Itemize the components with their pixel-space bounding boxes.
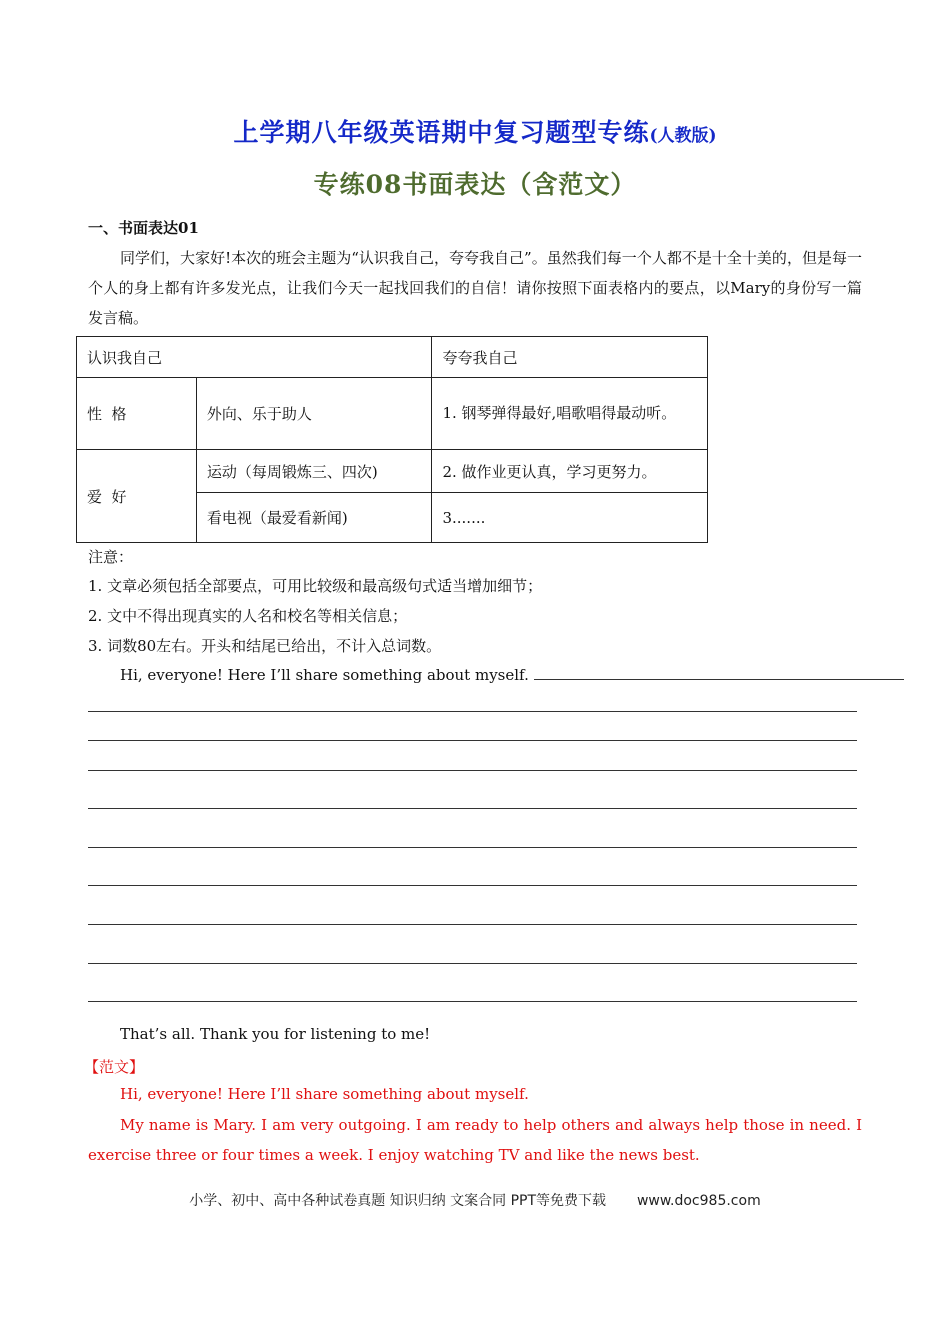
answer-line[interactable] (88, 847, 857, 848)
answer-blank[interactable] (534, 665, 904, 680)
answer-line[interactable] (88, 808, 857, 809)
row-label-personality: 性 格 (77, 378, 197, 450)
row-content-hobby-b: 看电视（最爱看新闻) (196, 493, 432, 543)
row-label-hobby: 爱 好 (77, 450, 197, 543)
page-footer (0, 1190, 950, 1210)
page-title (0, 113, 950, 149)
writing-opening: Hi, everyone! Here I’ll share something about myself. (120, 666, 529, 684)
table-row (77, 450, 708, 493)
row-content-hobby-a: 运动（每周锻炼三、四次) (196, 450, 432, 493)
requirements-table (76, 336, 708, 543)
footer-text: 小学、初中、高中各种试卷真题 知识归纳 文案合同 PPT等免费下载 (189, 1193, 607, 1209)
table-header-left: 认识我自己 (77, 337, 432, 378)
row-content-personality: 外向、乐于助人 (196, 378, 432, 450)
section-heading: 一、书面表达01 (88, 219, 199, 237)
answer-line[interactable] (88, 885, 857, 886)
answer-line[interactable] (88, 770, 857, 771)
title-suffix: (人教版) (649, 126, 717, 146)
row-praise-3: 3....... (432, 493, 708, 543)
notes-heading: 注意： (88, 548, 134, 566)
writing-opening-line (120, 664, 904, 686)
answer-line[interactable] (88, 740, 857, 741)
row-praise-2: 2. 做作业更认真，学习更努力。 (432, 450, 708, 493)
answer-line[interactable] (88, 963, 857, 964)
row-praise-1: 1. 钢琴弹得最好,唱歌唱得最动听。 (432, 378, 708, 450)
table-header-right: 夸夸我自己 (432, 337, 708, 378)
table-row (77, 378, 708, 450)
note-item-3: 3. 词数80左右。开头和结尾已给出，不计入总词数。 (88, 637, 442, 655)
title-main: 上学期八年级英语期中复习题型专练 (233, 118, 650, 147)
note-item-2: 2. 文中不得出现真实的人名和校名等相关信息； (88, 607, 408, 625)
page-subtitle: 专练08书面表达（含范文） (313, 170, 637, 199)
answer-line[interactable] (88, 924, 857, 925)
model-essay-label: 【范文】 (84, 1058, 145, 1076)
model-essay-opening: Hi, everyone! Here I’ll share something about myself. (120, 1085, 529, 1103)
writing-closing: That’s all. Thank you for listening to me! (120, 1025, 431, 1043)
answer-line[interactable] (88, 711, 857, 712)
footer-url[interactable]: www.doc985.com (636, 1193, 761, 1209)
note-item-1: 1. 文章必须包括全部要点，可用比较级和最高级句式适当增加细节； (88, 577, 543, 595)
answer-line[interactable] (88, 1001, 857, 1002)
prompt-paragraph: 同学们，大家好!本次的班会主题为“认识我自己，夸夸我自己”。虽然我们每一个人都不是十全十美的，但是每一个人的身上都有许多发光点，让我们今天一起找回我们的自信！请你按照下面表格内的要点，以Mary的身份写一篇发言稿。 (88, 249, 862, 327)
table-row (77, 337, 708, 378)
model-essay-paragraph: My name is Mary. I am very outgoing. I am ready to help others and always help those in need. I exercise three or four times a week. I enjoy watching TV and like the news best. (88, 1116, 862, 1164)
